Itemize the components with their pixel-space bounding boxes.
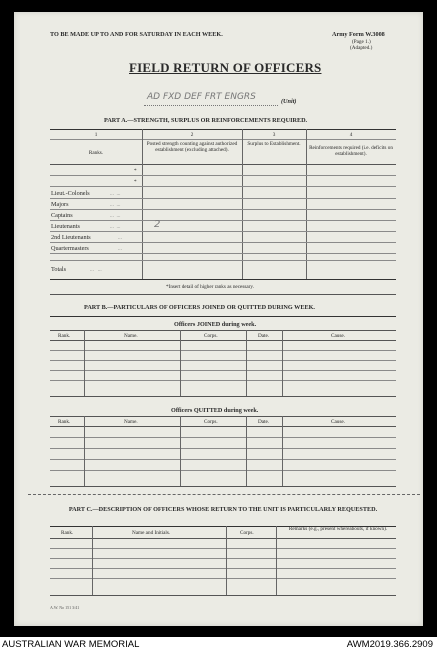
row-rule [50,470,396,471]
footer-bar [0,637,437,653]
col-number-1: 1 [94,132,98,138]
quitted-col-rank: Rank. [58,419,71,425]
print-code: A.W. No 151 3/41 [50,605,80,610]
leader-dots: ... ... [110,213,121,219]
quitted-header-top [50,416,396,417]
quitted-col-corps: Corps. [204,419,218,425]
joined-col-cause: Cause. [331,333,345,339]
row-rule [50,220,396,221]
col-number-rule [50,139,396,140]
row-rule [50,350,396,351]
quitted-table-bottom [50,486,396,487]
joined-vline [84,330,85,396]
part-b-top-rule [50,316,396,317]
joined-col-name: Name. [124,333,138,339]
leader-dots: ... ... [110,224,121,230]
form-adapted: (Adapted.) [350,45,373,51]
row-rule [50,360,396,361]
row-rule [50,548,396,549]
higher-rank-marker: * [134,168,137,174]
rank-lieutenants: Lieutenants [51,223,80,230]
part-a-top-rule [50,129,396,130]
row-rule [50,253,396,254]
higher-rank-marker: * [134,179,137,185]
row-rule [50,175,396,176]
part-c-heading: PART C.—DESCRIPTION OF OFFICERS WHOSE RETURN TO THE UNIT IS PARTICULARLY REQUESTED. [68,506,378,513]
dashed-separator [28,494,420,495]
rank-quartermasters: Quartermasters [51,245,89,252]
leader-dots: ... [118,246,122,252]
row-rule [50,578,396,579]
footer-accession-number: AWM2019.366.2909 [346,639,433,650]
part-c-header-bottom [50,538,396,539]
quitted-vline [180,416,181,486]
row-rule [50,459,396,460]
joined-header-top [50,330,396,331]
part-a-vline-2 [242,129,243,279]
joined-col-rank: Rank. [58,333,71,339]
footer-institution: AUSTRALIAN WAR MEMORIAL [2,639,140,650]
joined-vline [282,330,283,396]
form-sheet [14,12,423,626]
part-c-vline [226,526,227,595]
part-a-footnote: *Insert detail of higher ranks as necessary. [166,284,254,290]
col-number-3: 3 [272,132,276,138]
part-a-vline-3 [306,129,307,279]
quitted-col-cause: Cause. [331,419,345,425]
part-c-col-remarks: Remarks (e.g., present whereabouts, if known). [288,526,388,532]
rank-lieut-colonels: Lieut.-Colonels [51,190,90,197]
rank-captains: Captains [51,212,73,219]
form-number: Army Form W.3008 [332,31,385,38]
joined-heading: Officers JOINED during week. [174,321,257,328]
form-page: (Page 1.) [352,39,371,45]
part-c-col-rank: Rank. [61,530,74,536]
quitted-heading: Officers QUITTED during week. [171,407,259,414]
leader-dots: ... [118,235,122,241]
rank-majors: Majors [51,201,69,208]
row-rule [50,380,396,381]
quitted-vline [282,416,283,486]
unit-underline [144,105,278,106]
col-number-2: 2 [190,132,194,138]
part-a-vline-1 [142,129,143,279]
row-rule [50,370,396,371]
header-instruction: TO BE MADE UP TO AND FOR SATURDAY IN EACH WEEK. [50,31,223,38]
part-c-vline [276,526,277,595]
part-b-heading: PART B.—PARTICULARS OF OFFICERS JOINED OR QUITTED DURING WEEK. [84,304,315,311]
row-rule [50,242,396,243]
col-header-surplus: Surplus to Establishment. [247,141,301,147]
row-rule [50,231,396,232]
col-header-reinforcements: Reinforcements required (i.e. deficits on establishment). [309,145,393,157]
quitted-vline [84,416,85,486]
leader-dots: ... ... [90,267,102,273]
part-c-bottom-rule [50,595,396,596]
unit-label: (Unit) [281,98,297,105]
col-header-posted: Posted strength counting against authorized establishment (excluding attached). [146,141,238,153]
totals-label: Totals [51,266,67,273]
joined-header-bottom [50,340,396,341]
quitted-col-date: Date. [258,419,270,425]
row-rule [50,448,396,449]
row-rule [50,186,396,187]
quitted-header-bottom [50,426,396,427]
lieutenants-posted-value: 2 [154,219,161,230]
row-rule [50,568,396,569]
part-c-col-corps: Corps. [240,530,254,536]
rank-2nd-lieutenants: 2nd Lieutenants [51,234,91,241]
col-header-ranks: Ranks. [88,150,104,156]
leader-dots: ... ... [110,191,121,197]
quitted-vline [246,416,247,486]
part-a-heading: PART A.—STRENGTH, SURPLUS OR REINFORCEMENTS REQUIRED. [104,117,308,124]
row-rule [50,558,396,559]
joined-vline [246,330,247,396]
form-title: FIELD RETURN OF OFFICERS [129,60,322,75]
quitted-col-name: Name. [124,419,138,425]
joined-col-corps: Corps. [204,333,218,339]
row-rule [50,437,396,438]
row-rule [50,198,396,199]
part-c-col-name: Name and Initials. [132,530,171,536]
joined-vline [180,330,181,396]
part-a-bottom-rule [50,279,396,280]
joined-col-date: Date. [258,333,270,339]
section-rule [50,294,396,295]
leader-dots: ... ... [110,202,121,208]
row-rule [50,260,396,261]
unit-handwritten: AD FXD DEF FRT ENGRS [147,92,256,102]
row-rule [50,209,396,210]
col-number-4: 4 [349,132,353,138]
part-a-header-rule [50,164,396,165]
part-c-vline [92,526,93,595]
joined-table-bottom [50,396,396,397]
